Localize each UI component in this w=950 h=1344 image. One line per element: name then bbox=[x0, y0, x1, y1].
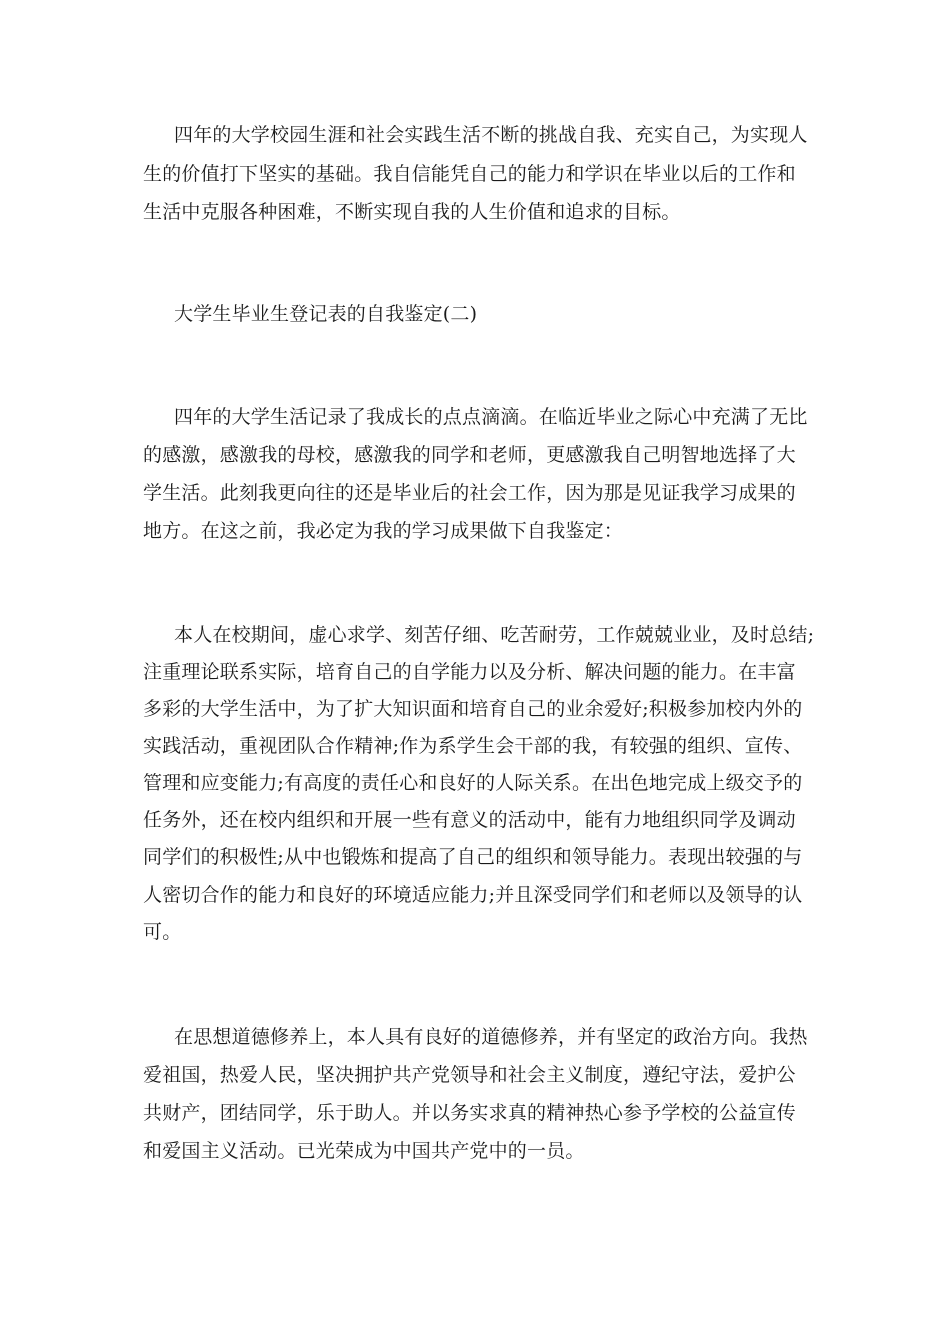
paragraph-4-line-6: 任务外，还在校内组织和开展一些有意义的活动中，能有力地组织同学及调动 bbox=[143, 809, 796, 831]
paragraph-4-line-7: 同学们的积极性;从中也锻炼和提高了自己的组织和领导能力。表现出较强的与 bbox=[143, 846, 803, 868]
paragraph-4-line-1: 本人在校期间，虚心求学、刻苦仔细、吃苦耐劳，工作兢兢业业，及时总结; bbox=[174, 624, 815, 646]
paragraph-3-line-1: 四年的大学生活记录了我成长的点点滴滴。在临近毕业之际心中充满了无比 bbox=[174, 406, 808, 428]
paragraph-4-line-9: 可。 bbox=[143, 921, 182, 943]
paragraph-1-line-1: 四年的大学校园生涯和社会实践生活不断的挑战自我、充实自己，为实现人 bbox=[174, 124, 808, 146]
paragraph-5-line-2: 爱祖国，热爱人民，坚决拥护共产党领导和社会主义制度，遵纪守法，爱护公 bbox=[143, 1064, 796, 1086]
paragraph-4-line-3: 多彩的大学生活中，为了扩大知识面和培育自己的业余爱好;积极参加校内外的 bbox=[143, 698, 803, 720]
paragraph-5-line-4: 和爱国主义活动。已光荣成为中国共产党中的一员。 bbox=[143, 1140, 585, 1162]
paragraph-1-line-3: 生活中克服各种困难，不断实现自我的人生价值和追求的目标。 bbox=[143, 201, 681, 223]
paragraph-1-line-2: 生的价值打下坚实的基础。我自信能凭自己的能力和学识在毕业以后的工作和 bbox=[143, 163, 796, 185]
paragraph-4-line-5: 管理和应变能力;有高度的责任心和良好的人际关系。在出色地完成上级交予的 bbox=[143, 772, 803, 794]
section-heading: 大学生毕业生登记表的自我鉴定(二) bbox=[174, 303, 478, 325]
paragraph-5-line-1: 在思想道德修养上，本人具有良好的道德修养，并有坚定的政治方向。我热 bbox=[174, 1026, 808, 1048]
paragraph-3-line-4: 地方。在这之前，我必定为我的学习成果做下自我鉴定： bbox=[143, 520, 624, 542]
paragraph-5-line-3: 共财产，团结同学，乐于助人。并以务实求真的精神热心参予学校的公益宣传 bbox=[143, 1102, 796, 1124]
paragraph-3-line-2: 的感激，感激我的母校，感激我的同学和老师，更感激我自己明智地选择了大 bbox=[143, 444, 796, 466]
paragraph-4-line-8: 人密切合作的能力和良好的环境适应能力;并且深受同学们和老师以及领导的认 bbox=[143, 884, 803, 906]
paragraph-3-line-3: 学生活。此刻我更向往的还是毕业后的社会工作，因为那是见证我学习成果的 bbox=[143, 482, 796, 504]
paragraph-4-line-4: 实践活动，重视团队合作精神;作为系学生会干部的我，有较强的组织、宣传、 bbox=[143, 735, 803, 757]
paragraph-4-line-2: 注重理论联系实际，培育自己的自学能力以及分析、解决问题的能力。在丰富 bbox=[143, 661, 796, 683]
